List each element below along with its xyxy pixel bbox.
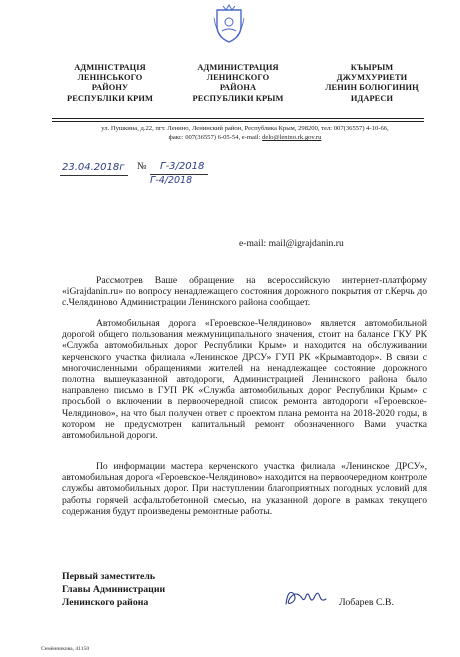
handwritten-reg-number: Г-3/2018 (160, 161, 205, 172)
paragraph-3-text: По информации мастера керченского участка филиала «Ленинское ДРСУ», автомобильная дорога «Героевское-Челядиново» находится на первоочередном контроле службы автомобильных дорог. При наступлении благоприятных погодных условий для работы горячей асфальтобетонной смесью, на указанной дороге в рамках текущего содержания будут произведены ремонтные работы. (62, 461, 427, 517)
executor-footnote: Семённикова, 41150 (41, 646, 90, 652)
coat-of-arms-icon (213, 4, 245, 44)
header-left-ukrainian: АДМІНІСТРАЦІЯ ЛЕНІНСЬКОГО РАЙОНУ РЕСПУБЛІКИ КРИМ (66, 63, 154, 103)
signatory-title: Первый заместитель Главы Администрации Ленинского района (62, 571, 166, 608)
paragraph-1-text: Рассмотрев Ваше обращение на всероссийскую интернет-платформу «iGrajdanin.ru» по вопросу ненадлежащего состояния дорожного покрытия от г.Керчь до с.Челядиново Администрации Ленинского района сообщает. (62, 275, 427, 309)
paragraph-2-text: Автомобильная дорога «Героевское-Челядиново» является автомобильной дорогой общего пользования межмуниципального значения, стоит на балансе ГКУ РК «Служба автомобильных дорог Республики Крым» и находится на обслуживании керченского участка филиала «Ленинское ДРСУ» ГУП РК «Крымавтодор». В связи с многочисленными обращениями жителей на ненадлежащее состояние дорожного полотна вышеуказанной автодороги, Администрацией Ленинского района было направлено письмо в ГУП РК «Служба автомобильных дорог Республики Крым» с просьбой о включении в первоочередной список ремонта автодороги «Героевское-Челядиново», на что был получен ответ с проектом плана ремонта на 2018-2020 годы, в котором не предусмотрен капитальный ремонт обозначенного Вами участка автомобильной дороги. (62, 318, 427, 442)
address-line-2 (60, 133, 430, 142)
handwritten-signature (282, 584, 328, 612)
date-underline (60, 175, 128, 176)
paragraph-1 (62, 275, 427, 309)
address-line-1: ул. Пушкина, д.22, пгт. Ленино, Ленинский район, Республика Крым, 298200, тел: 007(36557) 4-10-66, (101, 125, 389, 132)
header-divider-thin (52, 121, 424, 122)
paragraph-2 (62, 318, 427, 441)
number-label: № (137, 161, 147, 172)
recipient-email: e-mail: mail@igrajdanin.ru (239, 238, 344, 249)
header-right-crimean-tatar: КЪЫРЫМ ДЖУМХУРИЕТИ ЛЕНИН БОЛЮГИНИҢ ИДАРЕСИ (325, 63, 419, 103)
paragraph-3 (62, 461, 427, 517)
address-line-2-prefix: факс: 007(36557) 6-05-54, e-mail: (168, 134, 263, 141)
signatory-name: Лобарев С.В. (339, 597, 394, 608)
handwritten-reg-number-2: Г-4/2018 (150, 175, 193, 186)
header-middle-russian: АДМИНИСТРАЦИЯ ЛЕНИНСКОГО РАЙОНА РЕСПУБЛИКИ КРЫМ (192, 63, 284, 103)
header-divider (52, 118, 424, 119)
address-block (60, 124, 430, 142)
handwritten-date: 23.04.2018г (62, 162, 125, 173)
email-link[interactable]: delo@lenino.rk.gov.ru (262, 134, 322, 141)
